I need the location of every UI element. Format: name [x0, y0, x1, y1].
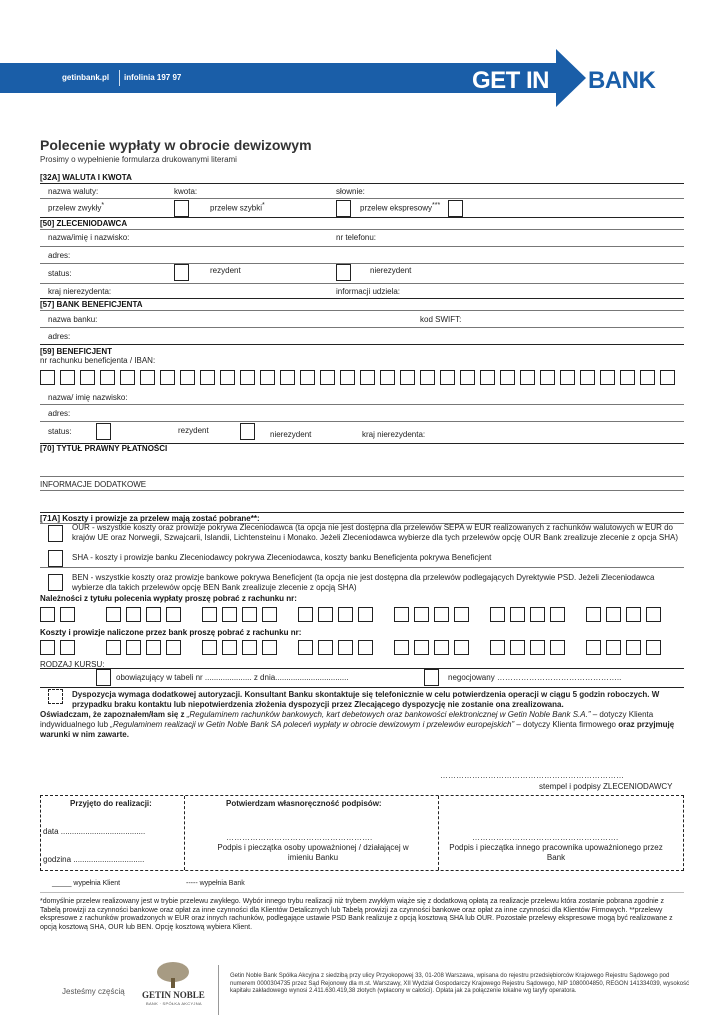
- account-cell[interactable]: [550, 607, 565, 622]
- fee-account-label: Koszty i prowizje naliczone przez bank proszę pobrać z rachunku nr:: [40, 628, 302, 637]
- auth-checkbox[interactable]: [48, 689, 63, 704]
- cost-sha-text: SHA - koszty i prowizje banku Zleceniodawcy pokrywa Zleceniodawca, koszty banku Beneficjenta pokrywa Beneficjent: [72, 553, 492, 562]
- getin-noble-name: GETIN NOBLE: [142, 990, 205, 1000]
- iban-cell[interactable]: [300, 370, 315, 385]
- iban-cell[interactable]: [80, 370, 95, 385]
- section-57-heading: [57] BANK BENEFICJENTA: [40, 300, 143, 309]
- account-cell[interactable]: [586, 607, 601, 622]
- account-cell[interactable]: [414, 640, 429, 655]
- divider: [40, 668, 684, 669]
- divider: [40, 490, 684, 491]
- account-cell[interactable]: [490, 607, 505, 622]
- account-cell[interactable]: [490, 640, 505, 655]
- payer-name-label: nazwa/imię i nazwisko:: [48, 233, 130, 242]
- currency-label: nazwa waluty:: [48, 187, 99, 196]
- iban-cell[interactable]: [420, 370, 435, 385]
- logo-get-in: GET IN: [472, 67, 550, 94]
- account-cell[interactable]: [202, 640, 217, 655]
- iban-cell[interactable]: [320, 370, 335, 385]
- iban-cell[interactable]: [280, 370, 295, 385]
- normal-transfer-label: przelew zwykły*: [48, 202, 105, 213]
- divider: [40, 404, 684, 405]
- iban-cell[interactable]: [560, 370, 575, 385]
- iban-cell[interactable]: [220, 370, 235, 385]
- cost-ben-text: BEN - wszystkie koszty oraz prowizje bankowe pokrywa Beneficjent (ta opcja nie jest dostępna dla przelewów podlegających Dyrektywie PSD. Jeżeli Zleceniodawca wybierze dla takich przelewów opcję BEN Bank zrealizuje zlecenie z opcją SHA): [72, 573, 655, 592]
- account-cell[interactable]: [434, 640, 449, 655]
- account-cell[interactable]: [106, 607, 121, 622]
- site-link[interactable]: getinbank.pl: [62, 73, 110, 82]
- auth-text: Dyspozycja wymaga dodatkowej autoryzacji. Konsultant Banku skontaktuje się telefonicznie w celu potwierdzenia operacji w ciągu 5 godzin roboczych. W przypadku braku kontaktu lub niepotwierdzenia złożenia dyspozycji przez Zlecającego dyspozycję nie zostanie ona zrealizowana.: [72, 690, 660, 709]
- page-title: Polecenie wypłaty w obrocie dewizowym: [40, 137, 312, 153]
- beneficiary-country-label: kraj nierezydenta:: [362, 430, 426, 439]
- cost-ben-checkbox[interactable]: [48, 574, 63, 591]
- normal-transfer-checkbox[interactable]: [174, 200, 189, 217]
- account-cell[interactable]: [510, 640, 525, 655]
- swift-label: kod SWIFT:: [420, 315, 462, 324]
- account-cell[interactable]: [146, 640, 161, 655]
- account-cell[interactable]: [530, 640, 545, 655]
- divider: [40, 246, 684, 247]
- iban-cell[interactable]: [620, 370, 635, 385]
- header: [0, 47, 725, 109]
- account-cell[interactable]: [550, 640, 565, 655]
- payer-status-label: status:: [48, 269, 72, 278]
- rate-negotiated-checkbox[interactable]: [424, 669, 439, 686]
- iban-cell[interactable]: [260, 370, 275, 385]
- divider: [40, 892, 684, 893]
- iban-cell[interactable]: [140, 370, 155, 385]
- getin-noble-sub: BANK · SPÓŁKA AKCYJNA: [146, 1001, 202, 1006]
- divider: [40, 327, 684, 328]
- iban-cell[interactable]: [240, 370, 255, 385]
- account-cell[interactable]: [126, 640, 141, 655]
- account-cell[interactable]: [166, 607, 181, 622]
- getinbank-logo: [470, 47, 700, 109]
- payer-phone-label: nr telefonu:: [336, 233, 377, 242]
- account-cell[interactable]: [222, 607, 237, 622]
- stamp-label: stempel i podpisy ZLECENIODAWCY: [539, 782, 673, 791]
- account-cell[interactable]: [262, 640, 277, 655]
- iban-cell[interactable]: [580, 370, 595, 385]
- payer-resident-label: rezydent: [210, 266, 241, 275]
- bank-address-label: adres:: [48, 332, 71, 341]
- iban-cell[interactable]: [180, 370, 195, 385]
- fast-transfer-checkbox[interactable]: [336, 200, 351, 217]
- divider: [40, 198, 684, 199]
- account-cell[interactable]: [646, 640, 661, 655]
- iban-cell[interactable]: [200, 370, 215, 385]
- divider: [40, 421, 684, 422]
- cost-our-text: OUR - wszystkie koszty oraz prowizje pokrywa Zleceniodawca (ta opcja nie jest dostępna dla przelewów SEPA w EUR realizowanych z rachunków walutowych w EUR do krajów UE oraz Norwegii, Szwajcarii, Islandii, Lichtensteinu i Monako. Jeżeli Zleceniodawca wybierze dla tych przelewów opcję OUR Bank zrealizuje zlecenie z opcja SHA): [72, 523, 679, 542]
- account-cell[interactable]: [298, 640, 313, 655]
- beneficiary-status-label: status:: [48, 427, 72, 436]
- payer-resident-checkbox[interactable]: [174, 264, 189, 281]
- divider: [40, 310, 684, 311]
- rate-negotiated-text: negocjowany ………………………………………..: [448, 673, 622, 682]
- divider: [40, 298, 684, 299]
- iban-cell[interactable]: [460, 370, 475, 385]
- divider: [40, 229, 684, 230]
- account-cell[interactable]: [298, 607, 313, 622]
- account-cell[interactable]: [510, 607, 525, 622]
- confirm-signatures-label: Potwierdzam własnoręczność podpisów:: [226, 799, 382, 808]
- official-dots: ……………………………………………….: [226, 833, 373, 842]
- account-cell[interactable]: [40, 607, 55, 622]
- account-cell[interactable]: [338, 640, 353, 655]
- section-50-heading: [50] ZLECENIODAWCA: [40, 219, 128, 228]
- divider: [40, 263, 684, 264]
- account-cell[interactable]: [454, 607, 469, 622]
- rate-heading: RODZAJ KURSU:: [40, 660, 105, 669]
- accepted-label: Przyjęto do realizacji:: [70, 799, 152, 808]
- divider: [40, 512, 684, 513]
- iban-cell[interactable]: [400, 370, 415, 385]
- divider: [40, 567, 684, 568]
- declaration-text: Oświadczam, że zapoznałem/łam się z „Regulaminem rachunków bankowych, kart debetowych oraz bankowości elektronicznej w Getin Noble Bank S.A.” – dotyczy Klienta indywidualnego lub „Regulaminem realizacji w Getin Noble Bank SA poleceń wypłaty w obrocie dewizowym i przelewów europejskich” – dotyczy Klienta firmowego oraz przyjmuję warunki w nim zawarte.: [40, 710, 675, 739]
- iban-cell[interactable]: [440, 370, 455, 385]
- other-dots: ……………………………………………….: [472, 833, 619, 842]
- amount-label: kwota:: [174, 187, 198, 196]
- iban-cell[interactable]: [500, 370, 515, 385]
- account-cell[interactable]: [646, 607, 661, 622]
- fast-transfer-label: przelew szybki*: [210, 202, 265, 213]
- payer-nonresident-label: nierezydent: [370, 266, 412, 275]
- iban-cell[interactable]: [640, 370, 655, 385]
- divider: [40, 687, 684, 688]
- iban-cell[interactable]: [540, 370, 555, 385]
- rate-table-checkbox[interactable]: [96, 669, 111, 686]
- iban-cell[interactable]: [40, 370, 55, 385]
- in-words-label: słownie:: [336, 187, 365, 196]
- divider: [218, 965, 219, 1015]
- legal-info: Getin Noble Bank Spółka Akcyjna z siedzibą przy ulicy Przyokopowej 33, 01-208 Warszawa, wpisana do rejestru przedsiębiorców Krajowego Rejestru Sądowego pod numerem 0000304735 przez Sąd Rejonowy dla m.st. Warszawy, XII Wydział Gospodarczy Krajowego Rejestru Sądowego, NIP 1080004850, REGON 141334039, wysokość kapitału zakładowego wynosi 2.411.630.419,38 złotych (wpłacony w całości). Opłata jak za połączenie lokalne wg taryfy operatora.: [230, 973, 690, 994]
- account-cell[interactable]: [394, 640, 409, 655]
- iban-cell[interactable]: [380, 370, 395, 385]
- iban-cell[interactable]: [480, 370, 495, 385]
- cost-our-checkbox[interactable]: [48, 525, 63, 542]
- divider: [40, 217, 684, 218]
- iban-cell[interactable]: [60, 370, 75, 385]
- beneficiary-nonresident-checkbox[interactable]: [240, 423, 255, 440]
- account-cell[interactable]: [606, 607, 621, 622]
- cost-sha-checkbox[interactable]: [48, 550, 63, 567]
- beneficiary-nonresident-label: nierezydent: [270, 430, 312, 439]
- section-59-heading: [59] BENEFICJENT: [40, 347, 113, 356]
- divider: [438, 796, 439, 870]
- account-cell[interactable]: [60, 640, 75, 655]
- account-cell[interactable]: [242, 607, 257, 622]
- account-cell[interactable]: [222, 640, 237, 655]
- rate-table-text: obowiązujący w tabeli nr ..................... z dnia.................................: [116, 673, 349, 682]
- stamp-dots: ……………………………………………………………: [440, 771, 624, 780]
- infoline: infolinia 197 97: [124, 73, 182, 82]
- additional-info-label: INFORMACJE DODATKOWE: [40, 480, 147, 489]
- iban-cell[interactable]: [100, 370, 115, 385]
- iban-cell[interactable]: [660, 370, 675, 385]
- account-cell[interactable]: [106, 640, 121, 655]
- account-cell[interactable]: [202, 607, 217, 622]
- divider: [40, 283, 684, 284]
- legend-bank: ----- wypełnia Bank: [186, 880, 245, 887]
- account-cell[interactable]: [434, 607, 449, 622]
- iban-cell[interactable]: [520, 370, 535, 385]
- account-cell[interactable]: [40, 640, 55, 655]
- getin-noble-logo: [138, 960, 208, 1010]
- payer-contact-label: informacji udziela:: [336, 287, 401, 296]
- account-cell[interactable]: [60, 607, 75, 622]
- logo-bank: BANK: [588, 67, 656, 94]
- account-cell[interactable]: [242, 640, 257, 655]
- account-cell[interactable]: [262, 607, 277, 622]
- divider: [40, 183, 684, 184]
- beneficiary-resident-checkbox[interactable]: [96, 423, 111, 440]
- account-cell[interactable]: [358, 640, 373, 655]
- express-transfer-checkbox[interactable]: [448, 200, 463, 217]
- account-cell[interactable]: [394, 607, 409, 622]
- payer-nonresident-checkbox[interactable]: [336, 264, 351, 281]
- express-transfer-label: przelew ekspresowy***: [360, 202, 441, 213]
- beneficiary-name-label: nazwa/ imię nazwisko:: [48, 393, 128, 402]
- section-71a-heading: [71A] Koszty i prowizje za przelew mają zostać pobrane**:: [40, 514, 260, 523]
- account-cell[interactable]: [626, 640, 641, 655]
- account-cell[interactable]: [318, 607, 333, 622]
- account-cell[interactable]: [166, 640, 181, 655]
- payer-address-label: adres:: [48, 251, 71, 260]
- tree-icon: [138, 960, 208, 990]
- legend-client: _____ wypełnia Klient: [52, 880, 121, 887]
- account-cell[interactable]: [606, 640, 621, 655]
- page-subtitle: Prosimy o wypełnienie formularza drukowanymi literami: [40, 155, 237, 164]
- iban-cell[interactable]: [340, 370, 355, 385]
- account-cell[interactable]: [318, 640, 333, 655]
- iban-cell[interactable]: [160, 370, 175, 385]
- divider: [184, 796, 185, 870]
- section-32a-heading: [32A] WALUTA I KWOTA: [40, 173, 132, 182]
- beneficiary-address-label: adres:: [48, 409, 71, 418]
- iban-cell[interactable]: [600, 370, 615, 385]
- account-cell[interactable]: [338, 607, 353, 622]
- account-cell[interactable]: [454, 640, 469, 655]
- charge-account-label: Należności z tytułu polecenia wypłaty proszę pobrać z rachunku nr:: [40, 594, 297, 603]
- beneficiary-resident-label: rezydent: [178, 426, 209, 435]
- divider: [40, 344, 684, 345]
- part-of-label: Jesteśmy częścią: [62, 987, 125, 996]
- official-signature-label: Podpis i pieczątka osoby upoważnionej / działającej w imieniu Banku: [217, 843, 409, 862]
- account-cell[interactable]: [626, 607, 641, 622]
- iban-cell[interactable]: [360, 370, 375, 385]
- account-cell[interactable]: [530, 607, 545, 622]
- account-cell[interactable]: [126, 607, 141, 622]
- section-70-heading: [70] TYTUŁ PRAWNY PŁATNOŚCI: [40, 444, 168, 453]
- account-cell[interactable]: [586, 640, 601, 655]
- divider: [40, 476, 684, 477]
- account-cell[interactable]: [358, 607, 373, 622]
- iban-cell[interactable]: [120, 370, 135, 385]
- accepted-time: godzina ................................: [43, 855, 145, 864]
- other-signature-label: Podpis i pieczątka innego pracownika upoważnionego przez Bank: [449, 843, 663, 862]
- bank-name-label: nazwa banku:: [48, 315, 98, 324]
- footnote: *domyślnie przelew realizowany jest w trybie przelewu zwykłego. Wybór innego trybu realizacji niż trybem zwykłym wiąże się z dodatkową opłatą za realizacje przelewu która zostanie pobrana zgodnie z Tabelą prowizji za czynności bankowe oraz opłat za inne czynności dla Klientów Detalicznych lub Tabelą prowizji za czynności bankowe oraz opłat za inne czynności dla Klientów Firmowych. **przelewy ekspresowe z rachunków prowadzonych w EUR oraz innych rachunków, podlegające ustawie PSD Bank realizuje z opcją kosztową SHA lub OUR. Pozostałe przelewy ekspresowe mogą być realizowane z opcją kosztową SHA, OUR lub BEN. Opcję kosztową wybiera Klient.: [40, 898, 673, 931]
- payer-country-label: kraj nierezydenta:: [48, 287, 112, 296]
- header-separator: [119, 70, 120, 86]
- account-cell[interactable]: [414, 607, 429, 622]
- account-cell[interactable]: [146, 607, 161, 622]
- accepted-date: data ......................................: [43, 827, 146, 836]
- iban-label: nr rachunku beneficjenta / IBAN:: [40, 356, 156, 365]
